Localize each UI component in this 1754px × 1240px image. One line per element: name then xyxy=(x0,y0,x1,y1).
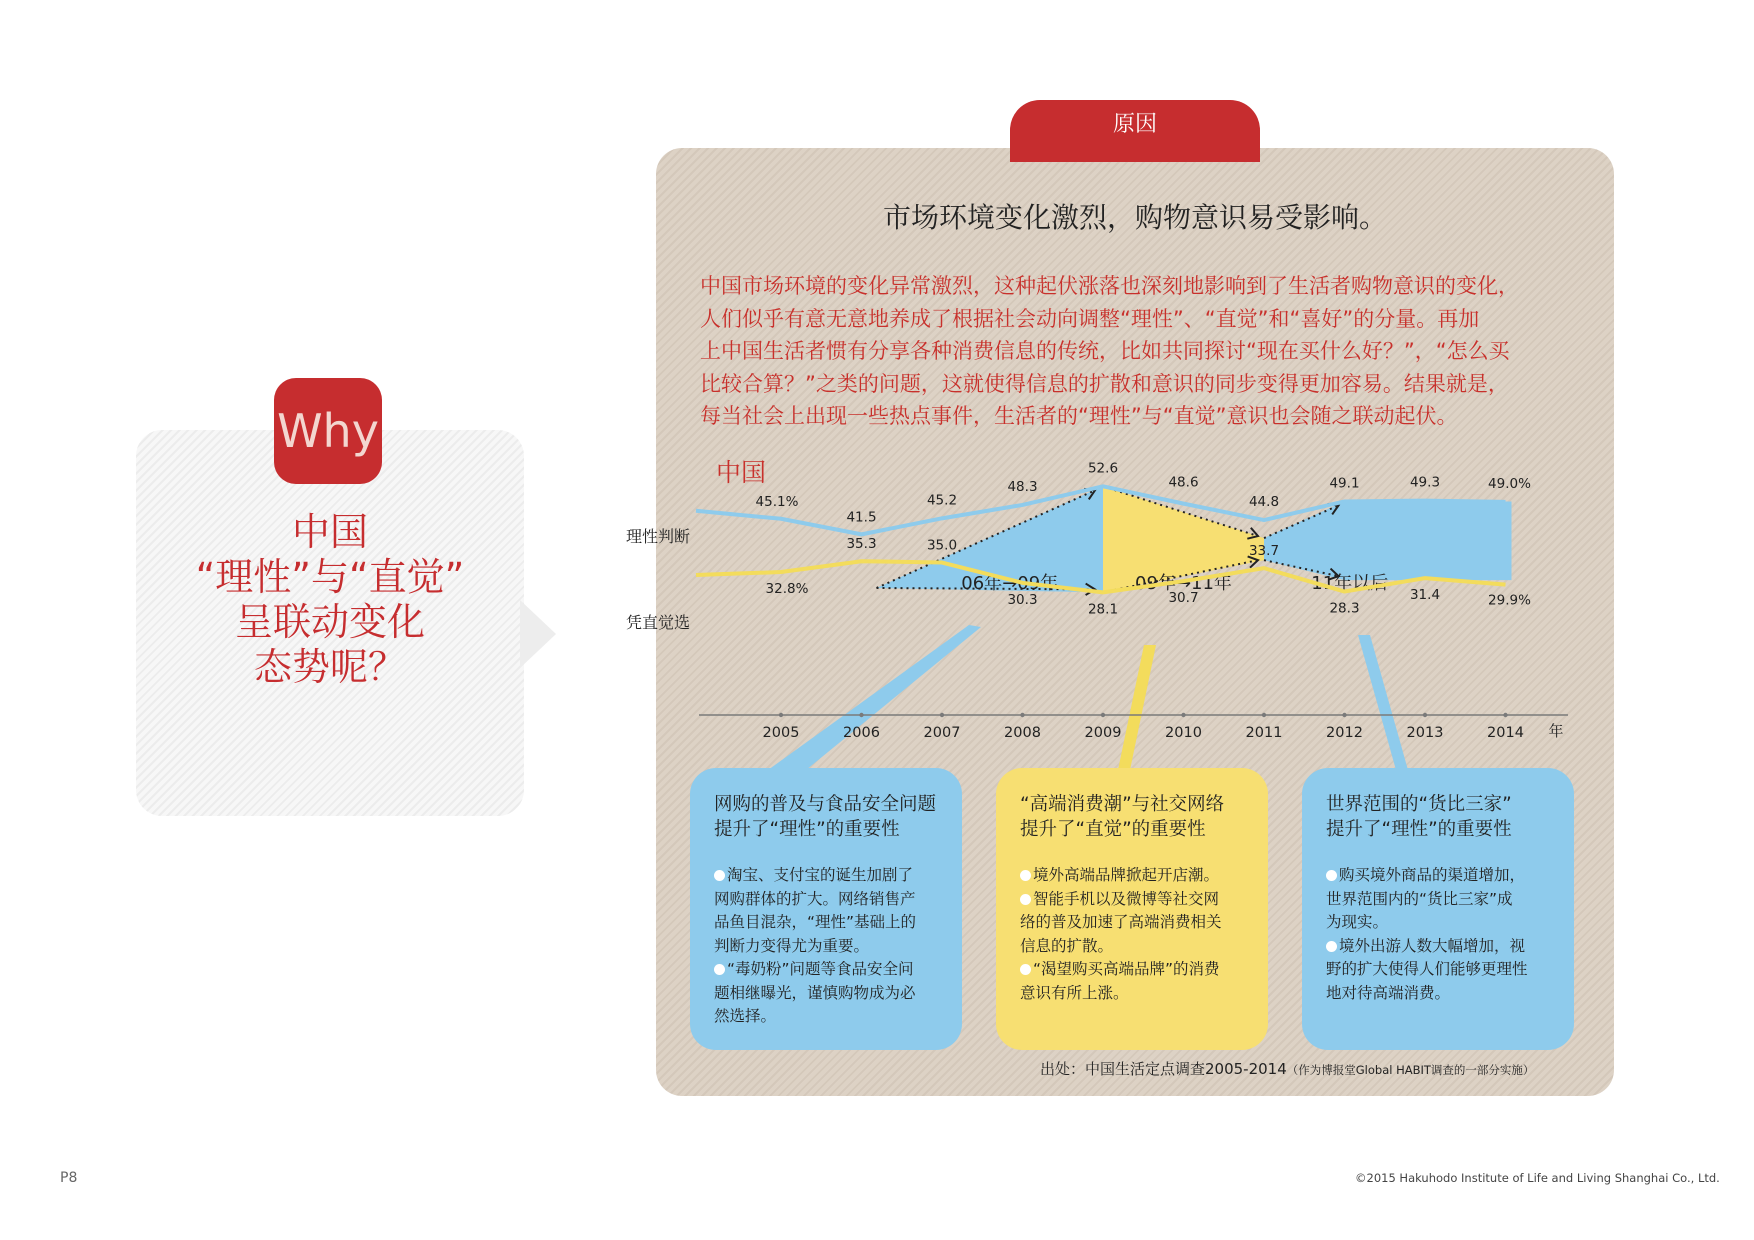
box-bullet-text: 网购群体的扩大。网络销售产 xyxy=(714,889,916,908)
bullet-dot-icon xyxy=(1020,870,1031,881)
panel-headline: 市场环境变化激烈，购物意识易受影响。 xyxy=(882,201,1387,234)
copyright: ©2015 Hakuhodo Institute of Life and Living Shanghai Co., Ltd. xyxy=(1355,1171,1720,1185)
x-tick xyxy=(1020,713,1024,717)
box-bullet-text: “渴望购买高端品牌”的消费 xyxy=(1033,960,1220,978)
source-text: 出处：中国生活定点调查2005-2014 xyxy=(1040,1060,1287,1078)
box-bullet-line xyxy=(714,935,940,959)
question-line: 中国 xyxy=(291,510,368,554)
x-tick xyxy=(779,713,783,717)
x-tick-label: 2010 xyxy=(1165,725,1202,741)
box-bullet-text: “毒奶粉”问题等食品安全问 xyxy=(727,960,914,978)
box-bullet-text: 意识有所上涨。 xyxy=(1020,983,1129,1002)
data-label-rational: 44.8 xyxy=(1248,494,1280,511)
question-line: “理性”与“直觉” xyxy=(195,555,465,599)
speech-bubble-tail xyxy=(520,600,556,668)
data-label-rational: 49.0% xyxy=(1488,475,1531,492)
x-tick xyxy=(859,713,863,717)
box-bullet-line xyxy=(1326,958,1552,982)
data-label-rational: 41.5 xyxy=(846,509,877,526)
why-badge: Why xyxy=(274,378,382,484)
box-bullet-line xyxy=(714,982,940,1006)
x-tick-label: 2005 xyxy=(762,725,800,741)
bullet-dot-icon xyxy=(714,870,725,881)
box-bullets xyxy=(1020,864,1246,1005)
x-tick-label: 2009 xyxy=(1084,725,1122,741)
box-title-line: 世界范围的“货比三家” xyxy=(1326,794,1512,815)
x-axis-label: 年 xyxy=(1548,722,1564,740)
x-tick-label: 2014 xyxy=(1487,725,1524,741)
why-question xyxy=(150,510,510,690)
box-title xyxy=(1326,792,1552,842)
connector-blue-right xyxy=(1358,635,1408,770)
bullet-dot-icon xyxy=(1020,894,1031,905)
line-chart xyxy=(626,455,1614,785)
box-bullet-line xyxy=(1326,911,1552,935)
question-line: 呈联动变化 xyxy=(234,600,425,644)
box-bullet-line xyxy=(714,888,940,912)
x-tick-label: 2007 xyxy=(923,725,961,741)
box-bullet-text: 为现实。 xyxy=(1326,913,1389,931)
box-bullet-line xyxy=(714,864,940,888)
data-label-rational: 49.1 xyxy=(1329,475,1360,492)
question-line: 态势呢？ xyxy=(253,645,406,689)
box-bullet-line xyxy=(1020,935,1246,959)
x-tick xyxy=(1181,713,1185,717)
bullet-dot-icon xyxy=(714,964,725,975)
box-bullet-text: 判断力变得尤为重要。 xyxy=(714,936,870,955)
box-bullet-text: 络的普及加速了高端消费相关 xyxy=(1020,913,1222,931)
data-label-rational: 52.6 xyxy=(1087,460,1119,477)
box-bullet-line xyxy=(1020,958,1246,982)
box-bullet-text: 智能手机以及微博等社交网 xyxy=(1033,889,1220,908)
cause-box-global-comparison xyxy=(1302,768,1574,1050)
box-bullet-text: 地对待高端消费。 xyxy=(1326,983,1451,1002)
box-title-line: 提升了“直觉”的重要性 xyxy=(1020,819,1206,840)
box-title-line: 网购的普及与食品安全问题 xyxy=(714,794,937,815)
connector-yellow xyxy=(1118,645,1156,770)
x-tick xyxy=(940,713,944,717)
box-bullet-line xyxy=(1020,982,1246,1006)
box-bullets xyxy=(1326,864,1552,1005)
box-bullet-line xyxy=(1326,864,1552,888)
box-bullet-text: 品鱼目混杂，“理性”基础上的 xyxy=(714,913,917,931)
bullet-dot-icon xyxy=(1020,964,1031,975)
box-title-line: 提升了“理性”的重要性 xyxy=(1326,819,1512,840)
box-bullet-text: 境外出游人数大幅增加，视 xyxy=(1339,936,1526,955)
box-bullet-line xyxy=(1326,935,1552,959)
series-name-rational: 理性判断 xyxy=(626,527,691,546)
callout-connectors xyxy=(768,625,1408,770)
box-bullet-text: 然选择。 xyxy=(714,1007,777,1025)
box-bullet-line xyxy=(1020,864,1246,888)
data-label-intuitive: 30.3 xyxy=(1007,591,1038,608)
data-label-intuitive: 32.8% xyxy=(765,581,809,598)
x-tick xyxy=(1423,713,1427,717)
period-label: 09年→11年 xyxy=(1135,573,1232,594)
cause-box-luxury-social xyxy=(996,768,1268,1050)
intro-line: 每当社会上出现一些热点事件，生活者的“理性”与“直觉”意识也会随之联动起伏。 xyxy=(700,404,1458,428)
data-label-intuitive: 30.7 xyxy=(1168,590,1199,607)
period-label: 11年以后 xyxy=(1311,573,1389,594)
data-label-rational: 48.6 xyxy=(1168,474,1199,491)
data-label-rational: 49.3 xyxy=(1409,474,1441,491)
box-bullet-line xyxy=(1020,888,1246,912)
x-tick-label: 2012 xyxy=(1326,725,1363,741)
data-label-rational: 48.3 xyxy=(1007,478,1038,495)
box-bullet-text: 野的扩大使得人们能够更理性 xyxy=(1326,960,1528,978)
intro-line: 中国市场环境的变化异常激烈，这种起伏涨落也深刻地影响到了生活者购物意识的变化， xyxy=(700,274,1519,298)
reason-tab: 原因 xyxy=(1010,100,1260,162)
data-label-intuitive: 28.1 xyxy=(1087,601,1119,618)
data-label-intuitive: 35.3 xyxy=(846,536,877,553)
x-tick xyxy=(1262,713,1266,717)
data-label-rational: 45.1% xyxy=(755,493,799,510)
box-bullet-text: 淘宝、支付宝的诞生加剧了 xyxy=(727,866,914,884)
series-name-intuitive: 凭直觉选 xyxy=(626,613,691,632)
intro-line: 人们似乎有意无意地养成了根据社会动向调整“理性”、“直觉”和“喜好”的分量。再加 xyxy=(700,306,1480,331)
box-bullet-line xyxy=(714,911,940,935)
data-label-intuitive: 33.7 xyxy=(1248,543,1280,560)
box-bullet-text: 境外高端品牌掀起开店潮。 xyxy=(1033,866,1220,884)
data-label-intuitive: 35.0 xyxy=(926,537,958,554)
box-bullet-text: 购买境外商品的渠道增加， xyxy=(1339,866,1526,884)
data-label-intuitive: 31.4 xyxy=(1409,587,1441,604)
period-label: 06年→09年 xyxy=(961,573,1059,594)
cause-box-online-shopping xyxy=(690,768,962,1050)
data-label-rational: 45.2 xyxy=(926,492,958,509)
data-label-intuitive: 29.9% xyxy=(1488,592,1531,609)
box-bullet-text: 信息的扩散。 xyxy=(1020,936,1114,955)
box-title-line: 提升了“理性”的重要性 xyxy=(714,819,900,840)
x-tick-label: 2008 xyxy=(1004,725,1041,741)
chart-title: 中国 xyxy=(716,458,767,487)
box-title xyxy=(1020,792,1246,842)
box-title xyxy=(714,792,940,842)
page-number: P8 xyxy=(60,1170,78,1186)
box-bullet-text: 世界范围内的“货比三家”成 xyxy=(1326,889,1513,908)
x-tick xyxy=(1101,713,1105,717)
bullet-dot-icon xyxy=(1326,941,1337,952)
intro-paragraph xyxy=(700,270,1572,433)
box-bullet-line xyxy=(1326,888,1552,912)
connector-blue-left xyxy=(768,625,981,770)
intro-line: 上中国生活者惯有分享各种消费信息的传统，比如共同探讨“现在买什么好？”，“怎么买 xyxy=(700,339,1510,363)
bullet-dot-icon xyxy=(1326,870,1337,881)
x-tick-label: 2013 xyxy=(1406,725,1444,741)
box-bullets xyxy=(714,864,940,1029)
source-note xyxy=(1040,1058,1534,1079)
data-label-intuitive: 28.3 xyxy=(1329,600,1360,617)
x-tick xyxy=(1342,713,1346,717)
intro-line: 比较合算？”之类的问题，这就使得信息的扩散和意识的同步变得更加容易。结果就是， xyxy=(700,371,1509,396)
box-bullet-text: 题相继曝光，谨慎购物成为必 xyxy=(714,983,916,1002)
box-bullet-line xyxy=(1326,982,1552,1006)
x-tick-label: 2006 xyxy=(843,725,880,741)
box-bullet-line xyxy=(1020,911,1246,935)
x-tick-label: 2011 xyxy=(1245,725,1283,741)
x-tick xyxy=(1503,713,1507,717)
box-title-line: “高端消费潮”与社交网络 xyxy=(1020,794,1225,815)
box-bullet-line xyxy=(714,958,940,982)
box-bullet-line xyxy=(714,1005,940,1029)
source-subnote: （作为博报堂Global HABIT调查的一部分实施） xyxy=(1286,1063,1535,1077)
